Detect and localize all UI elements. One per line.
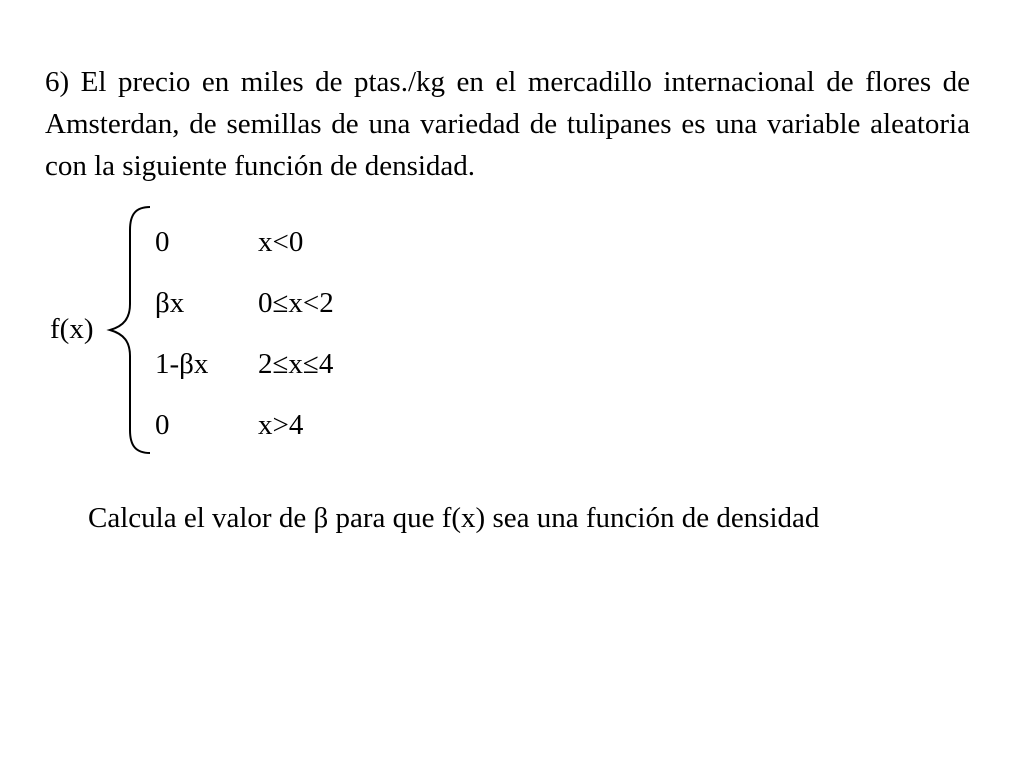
case-expression: 0 bbox=[155, 409, 170, 441]
problem-statement: 6) El precio en miles de ptas./kg en el mercadillo internacional de flores de Amsterdan, de semillas de una variedad de tulipanes es una variable aleatoria con la siguiente función de densidad. bbox=[45, 66, 970, 182]
question-text: Calcula el valor de β para que f(x) sea una función de densidad bbox=[88, 502, 820, 534]
case-expression: βx bbox=[155, 287, 185, 319]
case-expression: 1-βx bbox=[155, 348, 209, 380]
case-expression: 0 bbox=[155, 226, 170, 258]
case-condition: x<0 bbox=[258, 226, 304, 258]
case-condition: 2≤x≤4 bbox=[258, 348, 334, 380]
piecewise-brace bbox=[98, 204, 158, 456]
function-label: f(x) bbox=[50, 313, 94, 345]
case-condition: x>4 bbox=[258, 409, 304, 441]
case-condition: 0≤x<2 bbox=[258, 287, 334, 319]
